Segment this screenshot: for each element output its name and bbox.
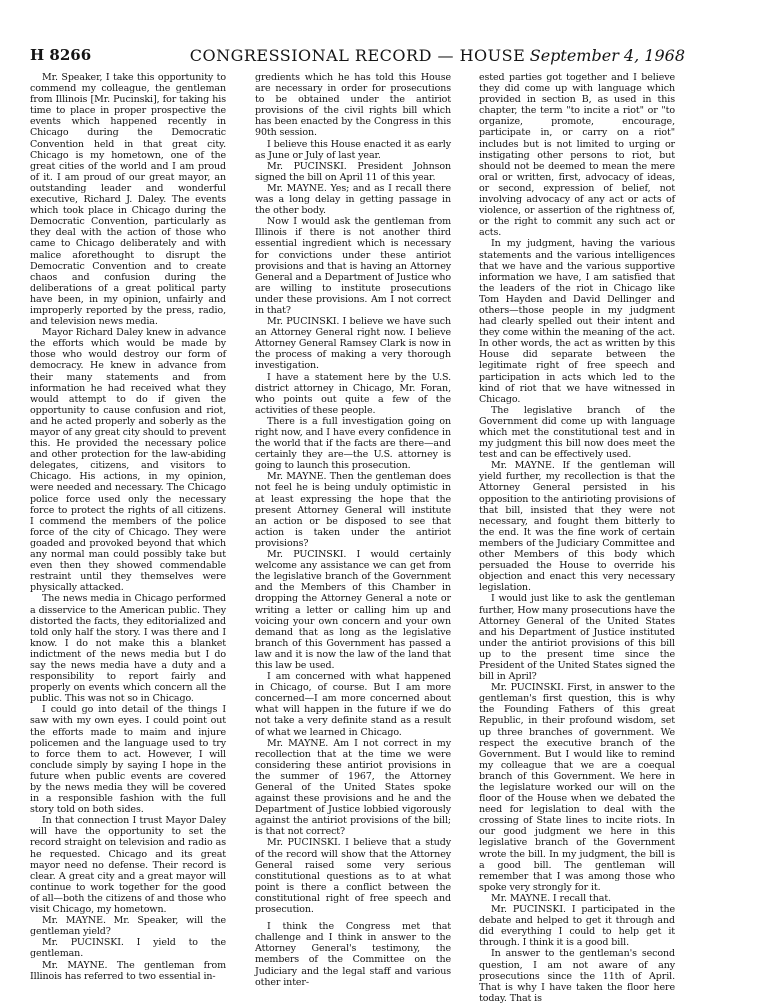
paragraph: I have a statement here by the U.S. district attorney in Chicago, Mr. Foran, who points out quite a few of the activities of these people. — [255, 371, 451, 416]
paragraph: The news media in Chicago performed a disservice to the American public. They distorted the facts, they editorialized and told only half the story. I was there and I know. I do not make this a blanket indictment of the news media but I do say the news media have a duty and a responsibility to report fairly and properly on events which concern all the public. This was not so in Chicago. — [30, 593, 226, 705]
paragraph: Mr. MAYNE. The gentleman from Illinois has referred to two essential in- — [30, 959, 226, 982]
paragraph: Mayor Richard Daley knew in advance the efforts which would be made by those who would destroy our form of democracy. He knew in advance from their many statements and from information he had received what they would attempt to do if given the opportunity to cause confusion and riot, and he acted properly and soberly as the mayor of any great city should to prevent this. He provided the necessary police and other protection for the law-abiding delegates, citizens, and visitors to Chicago. His actions, in my opinion, were needed and necessary. The Chicago police force used only the necessary force to protect the rights of all citizens. I commend the members of the police force of the city of Chicago. They were goaded and provoked beyond that which any normal man could possibly take but even then they showed commendable restraint until they themselves were physically attacked. — [30, 327, 226, 594]
paragraph: Mr. MAYNE. Mr. Speaker, will the gentleman yield? — [30, 915, 226, 938]
paragraph: gredients which he has told this House are necessary in order for prosecutions to be obtained under the antiriot provisions of the civil rights bill which has been enacted by the Congress in this 90th session. — [255, 72, 451, 139]
paragraph: In my judgment, having the various statements and the various intelligences that we have and the various supportive information we have, I am satisfied that the leaders of the riot in Chicago like Tom Hayden and David Dellinger and others—those people in my judgment had clearly spelled out their intent and they come within the meaning of the act. In other words, the act as written by this House did separate between the legitimate right of free speech and participation in acts which led to the kind of riot that we have witnessed in Chicago. — [479, 238, 675, 405]
paragraph: I am concerned with what happened in Chicago, of course. But I am more concerned—I am more concerned about what will happen in the future if we do not take a very definite stand as a result of what we learned in Chicago. — [255, 671, 451, 738]
paragraph: In that connection I trust Mayor Daley will have the opportunity to set the record straight on television and radio as he requested. Chicago and its great mayor need no defense. Their record is clear. A great city and a great mayor will continue to work together for the good of all—both the citizens of and those who visit Chicago, my hometown. — [30, 815, 226, 916]
paragraph: Mr. Speaker, I take this opportunity to commend my colleague, the gentleman from Illinois [Mr. Pucinski], for taking his time to place in proper prospective the events which happened recently in Chicago during the Democratic Convention held in that great city. Chicago is my hometown, one of the great cities of the world and I am proud of it. I am proud of our great mayor, an outstanding leader and wonderful executive, Richard J. Daley. The events which took place in Chicago during the Democratic Convention, particularly as they deal with the action of those who came to Chicago deliberately and with malice aforethought to disrupt the Democratic Convention and to create chaos and confusion during the deliberations of a great political party have been, in my opinion, unfairly and improperly reported by the press, radio, and television news media. — [30, 72, 226, 328]
paragraph: ested parties got together and I believe they did come up with language which provided in section B, as used in this chapter, the term "to incite a riot" or "to organize, promote, encourage, participate in, or carry on a riot" includes but is not limited to urging or instigating other persons to riot, but should not be deemed to mean the mere oral or written, first, advocacy of ideas, or second, expression of belief, not involving advocacy of any act or acts of violence, or assertion of the rightness of, or the right to commit any such act or acts. — [479, 72, 675, 239]
paragraph: The legislative branch of the Government did come up with language which met the constitutional test and in my judgment this bill now does meet the test and can be effectively used. — [479, 404, 675, 461]
paragraph: I would just like to ask the gentleman further, How many prosecutions have the Attorney General of the United States and his Department of Justice instituted under the antiriot provisions of this bill up to the present time since the President of the United States signed the bill in April? — [479, 593, 675, 683]
page-number: H 8266 — [30, 46, 92, 64]
paragraph: Mr. PUCINSKI. I believe we have such an Attorney General right now. I believe Attorney General Ramsey Clark is now in the process of making a very thorough investigation. — [255, 316, 451, 372]
page-header — [30, 46, 685, 68]
paragraph: Mr. MAYNE. If the gentleman will yield further, my recollection is that the Attorney General persisted in his opposition to the antirioting provisions of that bill, insisted that they were not necessary, and fought them bitterly to the end. It was the fine work of certain members of the Judiciary Committee and other Members of this body which persuaded the House to override his objection and enact this very necessary legislation. — [479, 460, 675, 594]
text-column-1 — [30, 72, 226, 982]
paragraph: Mr. MAYNE. Yes; and as I recall there was a long delay in getting passage in the other body. — [255, 182, 451, 217]
paragraph: I believe this House enacted it as early as June or July of last year. — [255, 138, 451, 161]
paragraph: Mr. PUCINSKI. President Johnson signed the bill on April 11 of this year. — [255, 160, 451, 183]
paragraph: Mr. PUCINSKI. I participated in the debate and helped to get it through and did everything I could to help get it through. I think it is a good bill. — [479, 904, 675, 949]
paragraph: Mr. PUCINSKI. First, in answer to the gentleman's first question, this is why the Founding Fathers of this great Republic, in their profound wisdom, set up three branches of government. We respect the executive branch of the Government. But I would like to remind my colleague that we are a coequal branch of this Government. We here in the legislature worked our will on the floor of the House when we debated the need for legislation to deal with the crossing of State lines to incite riots. In our good judgment we here in this legislative branch of the Government wrote the bill. In my judgment, the bill is a good bill. The gentleman will remember that I was among those who spoke very strongly for it. — [479, 682, 675, 893]
paragraph: Now I would ask the gentleman from Illinois if there is not another third essential ingredient which is necessary for convictions under these antiriot provisions and that is having an Attorney General and a Department of Justice who are willing to institute prosecutions under these provisions. Am I not correct in that? — [255, 216, 451, 316]
text-column-2 — [255, 72, 451, 988]
paragraph: I think the Congress met that challenge and I think in answer to the Attorney General's testimony, the members of the Committee on the Judiciary and the legal staff and various other inter- — [255, 921, 451, 988]
text-column-3 — [479, 72, 675, 1004]
paragraph: Mr. PUCINSKI. I believe that a study of the record will show that the Attorney General raised some very serious constitutional questions as to at what point is there a conflict between the constitutional right of free speech and prosecution. — [255, 837, 451, 916]
paragraph: Mr. MAYNE. I recall that. — [491, 892, 611, 904]
issue-date: September 4, 1968 — [529, 46, 685, 65]
paragraph: In answer to the gentleman's second question, I am not aware of any prosecutions since the 11th of April. That is why I have taken the floor here today. That is — [479, 948, 675, 1004]
paragraph: Mr. MAYNE. Then the gentleman does not feel he is being unduly optimistic in at least expressing the hope that the present Attorney General will institute an action or be disposed to see that action is taken under the antiriot provisions? — [255, 471, 451, 549]
paragraph: Mr. PUCINSKI. I would certainly welcome any assistance we can get from the legislative branch of the Government and the Members of this Chamber in dropping the Attorney General a note or writing a letter or calling him up and voicing your own concern and your own demand that as long as the legislative branch of this Government has passed a law and it is now the law of the land that this law be used. — [255, 549, 451, 671]
paragraph: There is a full investigation going on right now, and I have every confidence in the world that if the facts are there—and certainly they are—the U.S. attorney is going to launch this prosecution. — [255, 415, 451, 472]
paragraph: Mr. PUCINSKI. I yield to the gentleman. — [30, 937, 226, 960]
paragraph: Mr. MAYNE. Am I not correct in my recollection that at the time we were considering these antiriot provisions in the summer of 1967, the Attorney General of the United States spoke against these provisions and he and the Department of Justice lobbied vigorously against the antiriot provisions of the bill; is that not correct? — [255, 737, 451, 838]
publication-title: CONGRESSIONAL RECORD — HOUSE — [189, 46, 526, 65]
paragraph: I could go into detail of the things I saw with my own eyes. I could point out the efforts made to maim and injure policemen and the language used to try to force them to act. However, I will conclude simply by saying I hope in the future when public events are covered by the news media they will be covered in a responsible fashion with the full story told on both sides. — [30, 704, 226, 816]
